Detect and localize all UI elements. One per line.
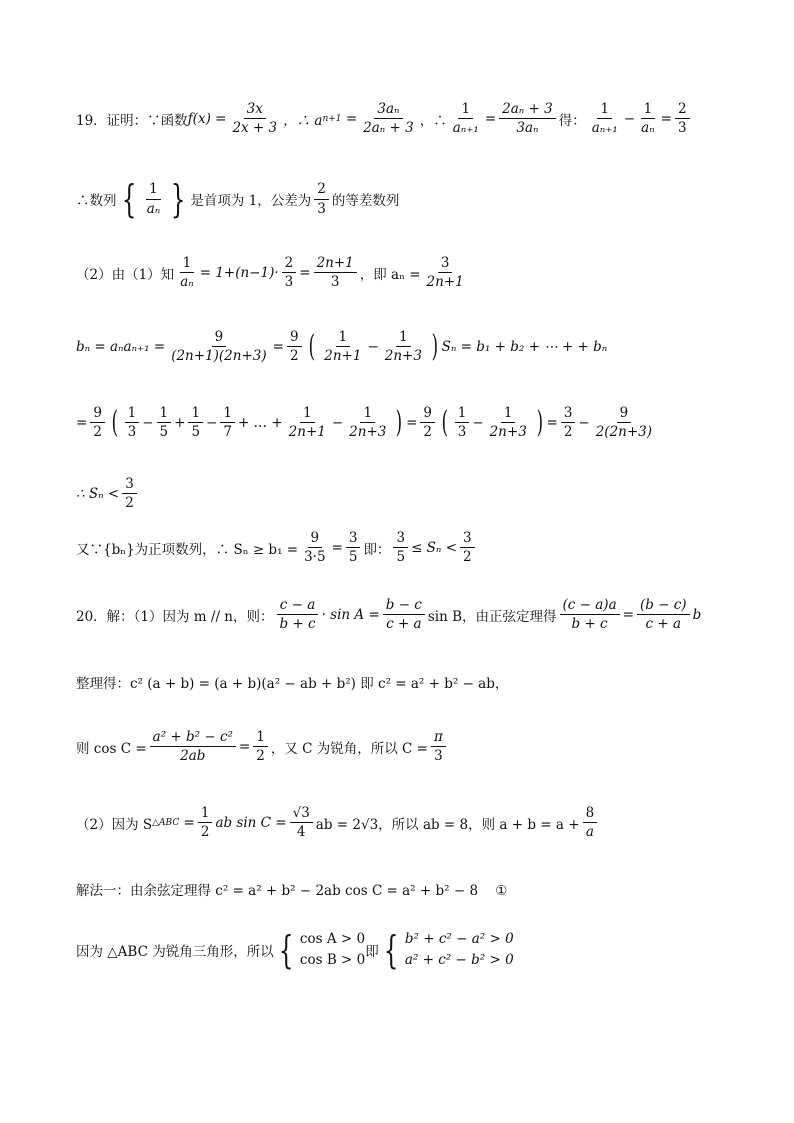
text: 则 cos C = [76,740,147,757]
text: ∴ Sₙ < [76,485,120,502]
case-item: a² + c² − b² > 0 [404,951,514,968]
text: 整理得：c² (a + b) = (a + b)(a² − ab + b²) 即 c² = a² + b² − ab， [76,676,509,692]
fraction: $\frac{1}{3}$ [455,406,470,439]
text: + [174,414,186,431]
text: = [406,414,418,431]
p19-line-5 [76,406,658,439]
text: ，∴ a [283,112,323,129]
text: 即： [363,541,391,558]
fraction: $\frac{\text{3aₙ}}{\text{2aₙ + 3}}$ [363,101,414,137]
fraction: $\frac{3}{5}$ [346,531,361,564]
p20-line-3 [76,730,449,763]
left-brace: { [121,177,136,221]
fraction: $\frac{1}{2n+1}$ [324,329,362,365]
text: = [299,264,311,281]
right-paren: ) [431,328,439,364]
right-brace: } [171,177,186,221]
left-paren: ( [111,404,118,440]
fraction: $\frac{1}{5}$ [188,406,203,439]
text: = [622,606,634,623]
fraction: $\frac{b - c}{c + a}$ [383,598,425,631]
fraction: $\frac{1}{2n+3}$ [384,329,422,365]
fraction: $\frac{3x}{2x + 3}$ [232,101,278,137]
fraction: $\frac{1}{2n+3}$ [349,405,387,441]
fraction: $\frac{3}{2n+1}$ [426,255,464,291]
text: （2）因为 S [76,816,153,833]
text: − [367,338,379,355]
fraction: $\frac{1}{2n+1}$ [288,405,326,441]
text: − [623,110,636,127]
fraction: $\frac{\pi}{3}$ [431,730,446,763]
p19-line-7 [76,531,478,564]
case-list [405,929,514,971]
text: − [472,414,484,431]
text: 因为 △ABC 为锐角三角形，所以 [76,943,274,960]
text: 又∵{bₙ}为正项数列，∴ Sₙ ≥ b₁ = [76,541,299,558]
fraction: $\frac{1}{3}$ [125,406,140,439]
fraction: $\frac{(b - c)}{c + a}$ [637,598,690,631]
fraction: $\frac{8}{a}$ [583,806,598,839]
text: bₙ = aₙaₙ₊₁ = [76,338,166,355]
text: ，又 C 为锐角，所以 C = [270,740,428,757]
fraction: $\frac{3}{2}$ [460,531,475,564]
p20-line-2 [76,672,508,692]
text: = 1+(n−1)· [199,264,279,281]
fraction: $\frac{3}{2}$ [122,477,137,510]
right-paren: ) [395,404,403,440]
fraction: $\frac{2}{3}$ [282,256,297,289]
text: · sin A = [321,606,380,623]
fraction: $\frac{1}{5}$ [157,406,172,439]
text: b [692,606,702,623]
text: ∴数列 [76,193,117,209]
text: ，即 aₙ = [359,266,421,283]
text: = [272,338,284,355]
fraction: $\frac{3}{5}$ [393,531,408,564]
fraction: $\frac{2}{3}$ [314,182,329,215]
p20-line-5 [76,879,507,899]
fraction: $\frac{1}{7}$ [220,406,235,439]
case-list [300,929,365,971]
text: − [142,414,154,431]
fraction: $\frac{\text{2aₙ + 3}}{\text{3aₙ}}$ [499,102,556,135]
fraction: $\frac{√3}{4}$ [290,806,313,839]
text: − [578,414,590,431]
text: f(x) = [187,110,227,127]
p20-line-4: （2）因为 S △ABC = $\frac{1}{2}$ ab sin C = $\frac{√3}{4}$ ab = 2√3，所以 ab = 8，则 a + b = a + $\frac{8}{a}$ [76,806,600,839]
text: 19．证明：∵函数 [76,112,188,129]
case-item: cos A > 0 [299,931,366,947]
fraction: $\frac{c - a}{b + c}$ [276,598,318,631]
text: Sₙ = b₁ + b₂ + ⋯ + + bₙ [441,338,608,355]
p19-line-3 [76,256,470,289]
fraction: $\frac{1}{\text{aₙ}}$ [146,181,161,217]
p19-line-4 [76,330,607,363]
p20-line-6 [76,929,514,971]
case-item: b² + c² − a² > 0 [404,931,514,947]
text: ，∴ [419,112,447,129]
fraction: $\frac{(c - a)a}{b + c}$ [560,598,620,631]
left-paren: ( [308,328,315,364]
p20-line-1 [76,598,701,631]
text: （2）由（1）知 [76,266,175,283]
fraction: $\frac{9}{2}$ [90,406,105,439]
left-paren: ( [441,404,449,440]
text: sin B，由正弦定理得 [427,608,557,625]
fraction: $\frac{9}{3\cdot 5}$ [304,530,326,566]
fraction: $\frac{3}{2}$ [561,406,576,439]
fraction: $\frac{9}{2(2n+3)}$ [595,405,653,441]
fraction: $\frac{1}{\text{aₙ₊₁}}$ [452,101,479,137]
text: 是首项为 1，公差为 [190,193,312,209]
text: = [546,414,558,431]
fraction: $\frac{1}{\text{aₙ}}$ [641,101,655,137]
fraction: $\frac{\text{a² + b² − c²}}{2ab}$ [150,730,236,763]
fraction: $\frac{1}{2}$ [198,806,213,839]
text: ab sin C = [215,814,287,831]
text: = [484,110,497,127]
text: 即 [365,943,379,960]
fraction: $\frac{1}{2}$ [253,730,268,763]
fraction: $\frac{2n+1}{3}$ [314,256,357,289]
text: ab = 2√3，所以 ab = 8，则 a + b = a + [315,816,580,833]
p19-line-6 [76,477,140,510]
text: = [660,110,672,127]
text: + … + [237,414,283,431]
fraction: $\frac{9}{2}$ [420,406,435,439]
fraction: $\frac{1}{2n+3}$ [489,405,527,441]
fraction: $\frac{1}{\text{aₙ₊₁}}$ [591,101,618,137]
left-brace: { [278,927,294,972]
text: ≤ Sₙ < [411,539,458,556]
p19-line-1: 19．证明：∵函数 f(x) = $\frac{3x}{2x + 3}$ ，∴ a n+1 = $\frac{\text{3aₙ}}{\text{2aₙ + 3}}$ ，∴ $\frac{1}{\text{aₙ₊₁}}$ = $\frac{\text{2aₙ + 3}}{\text{3aₙ}}$ 得： $\frac{1}{\text{aₙ₊₁}}$ − $\frac{1}{\text{aₙ}}$ = $\frac{2}{3}$ [76,102,693,135]
text: = [331,539,343,556]
fraction: $\frac{1}{\text{aₙ}}$ [180,255,194,291]
text: = [238,738,251,755]
fraction: $\frac{2}{3}$ [675,102,690,135]
text: 的等差数列 [331,193,400,209]
p19-line-2 [76,177,400,221]
fraction: $\frac{9}{(2n+1)(2n+3)}$ [171,329,267,365]
text: 20．解：（1）因为 m // n，则： [76,608,274,625]
fraction: $\frac{9}{2}$ [287,330,302,363]
case-item: cos B > 0 [299,951,366,968]
text: 解法一：由余弦定理得 c² = a² + b² − 2ab cos C = a² + b² − 8 ① [76,883,508,899]
text: 得： [558,112,586,129]
text: − [331,414,344,431]
right-paren: ) [536,404,543,440]
text: = [76,414,88,431]
left-brace: { [383,927,399,972]
text: − [206,414,218,431]
